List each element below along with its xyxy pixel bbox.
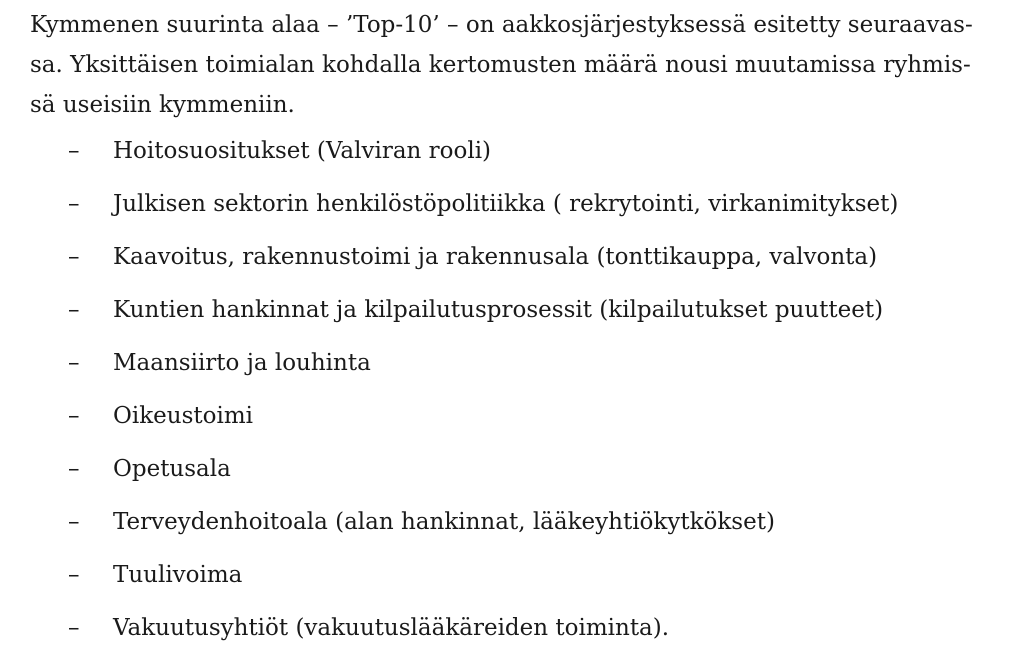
list-item-text: Vakuutusyhtiöt (vakuutuslääkäreiden toiminta). [113,615,670,641]
list-bullet: – [68,615,80,641]
list-item-text: Tuulivoima [113,562,243,588]
list-item-text: Kuntien hankinnat ja kilpailutusprosessit (kilpailutukset puutteet) [113,297,884,323]
list-item-text: Kaavoitus, rakennustoimi ja rakennusala (tonttikauppa, valvonta) [113,244,878,270]
list-item [0,125,1024,178]
list-item-text: Maansiirto ja louhinta [113,350,371,376]
list-item-text: Opetusala [113,456,231,482]
list-bullet: – [68,350,80,376]
list-item [0,549,1024,602]
list-bullet: – [68,244,80,270]
list-item [0,602,1024,655]
list-bullet: – [68,191,80,217]
list-item [0,390,1024,443]
list-bullet: – [68,456,80,482]
paragraph-line: sa. Yksittäisen toimialan kohdalla kertomusten määrä nousi muutamissa ryhmis- [30,52,971,78]
list-item-text: Terveydenhoitoala (alan hankinnat, lääkeyhtiökytkökset) [113,509,775,535]
list-bullet: – [68,562,80,588]
paragraph-line: sä useisiin kymmeniin. [30,92,295,118]
list-bullet: – [68,509,80,535]
list-item-text: Hoitosuositukset (Valviran rooli) [113,138,492,164]
list-bullet: – [68,138,80,164]
list-item [0,178,1024,231]
list-item [0,337,1024,390]
list-bullet: – [68,403,80,429]
list-item [0,231,1024,284]
paragraph-line: Kymmenen suurinta alaa – ’Top-10’ – on aakkosjärjestyksessä esitetty seuraavas- [30,12,973,38]
list-item [0,284,1024,337]
top-10-list [0,125,1024,655]
list-item-text: Oikeustoimi [113,403,253,429]
list-bullet: – [68,297,80,323]
list-item [0,496,1024,549]
list-item [0,443,1024,496]
list-item-text: Julkisen sektorin henkilöstöpolitiikka ( rekrytointi, virkanimitykset) [113,191,899,217]
intro-paragraph [30,5,1020,125]
